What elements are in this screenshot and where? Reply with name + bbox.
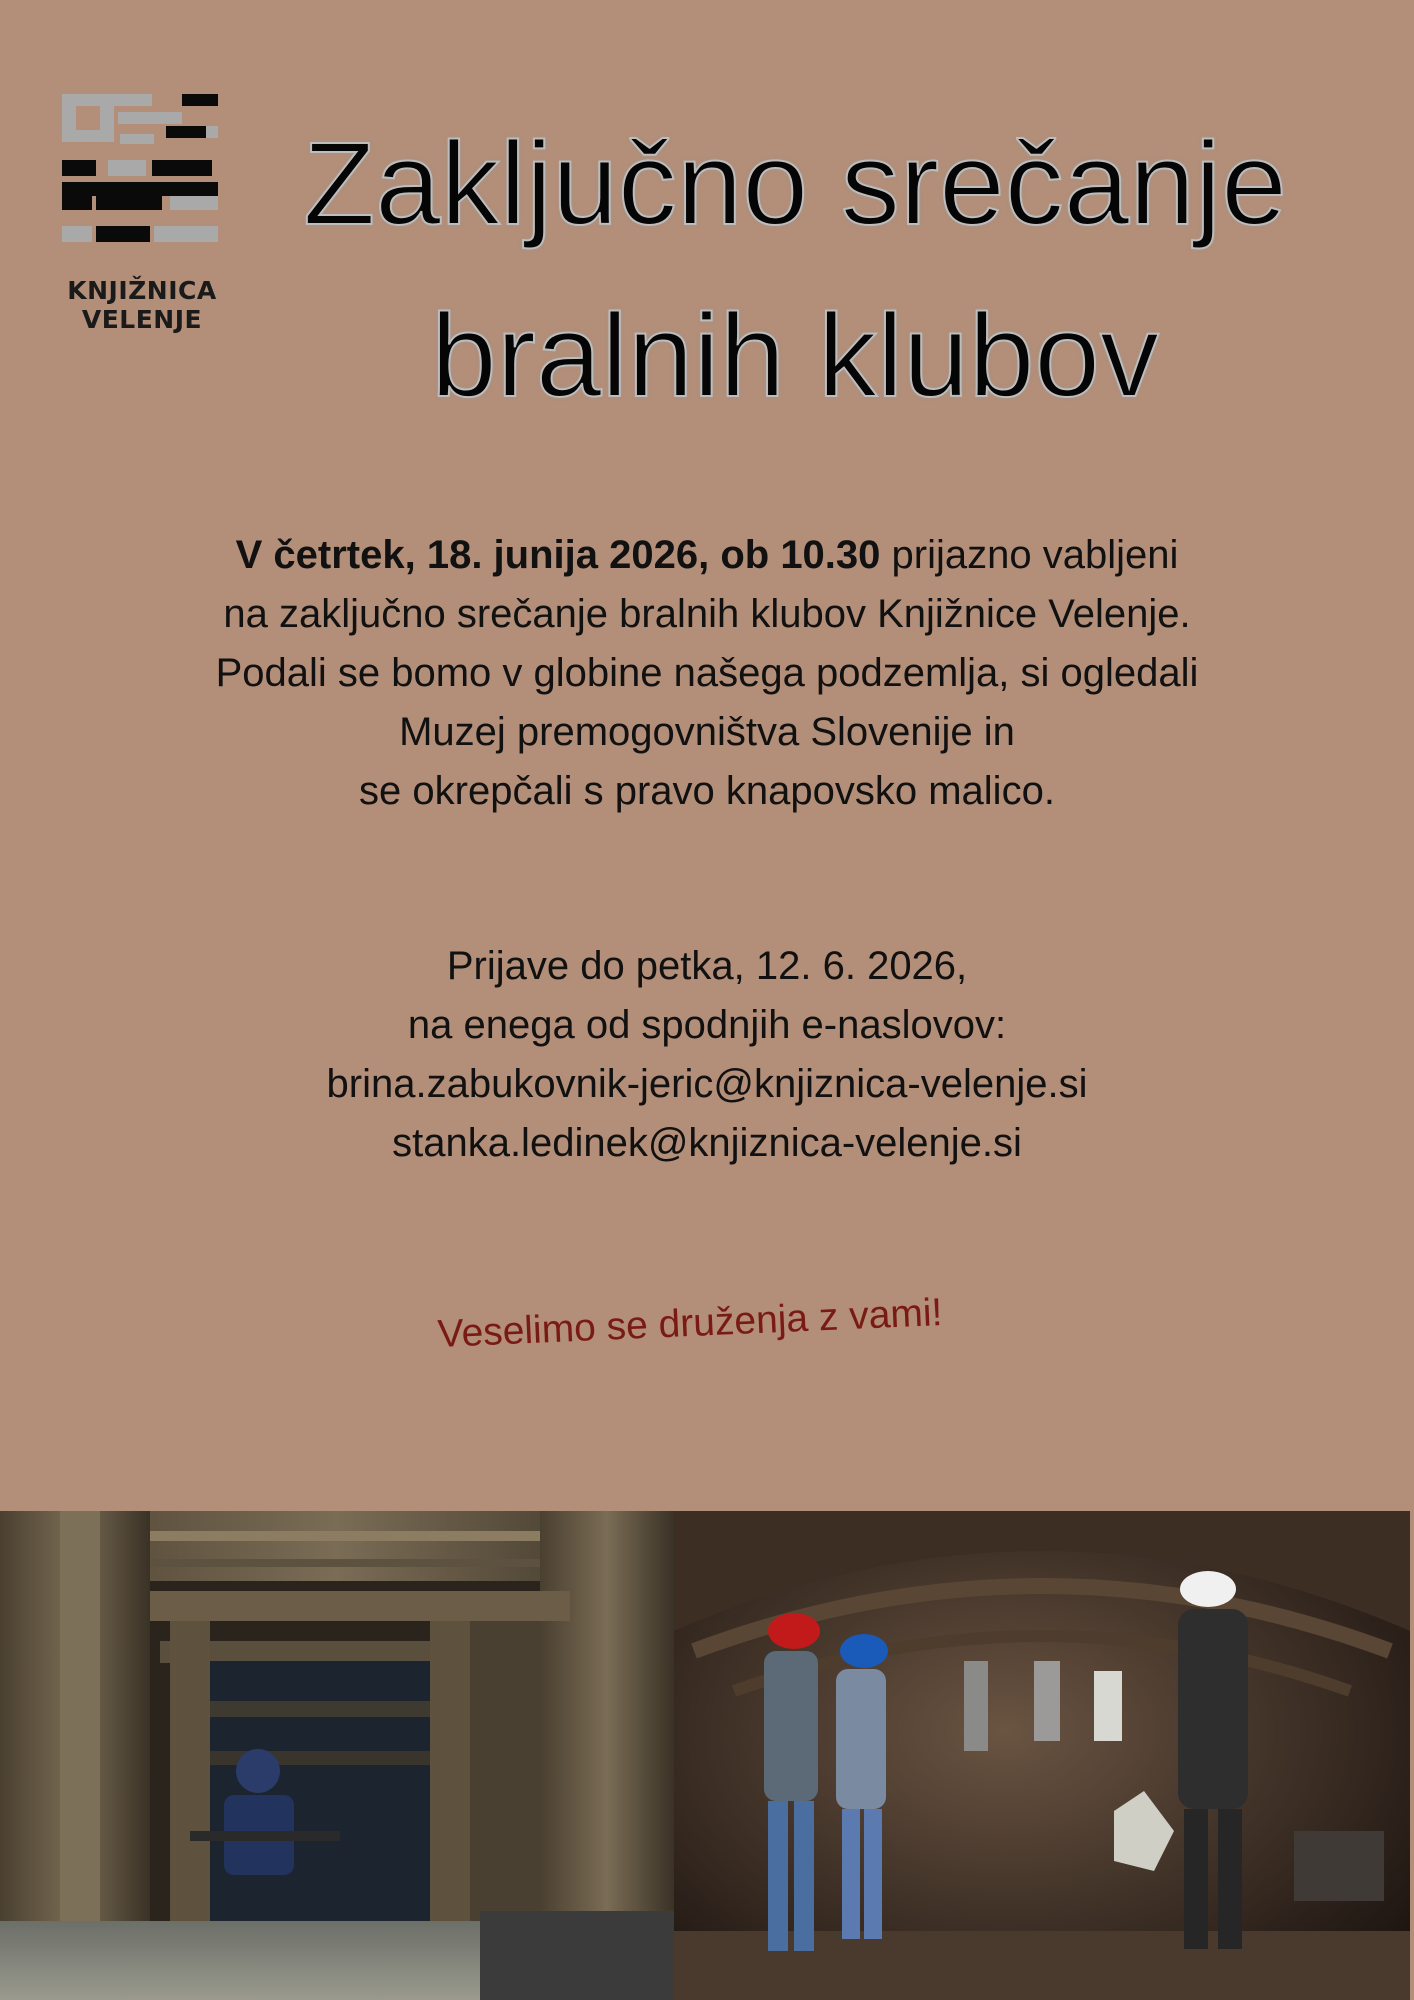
- title-line-1: Zaključno srečanje: [303, 118, 1287, 250]
- library-logo-text: [62, 276, 222, 334]
- intro-line-4: Muzej premogovništva Slovenije in: [399, 710, 1015, 754]
- logo-line-2: VELENJE: [81, 305, 203, 334]
- intro-line-1-rest: prijazno vabljeni: [880, 533, 1179, 577]
- invitation-text: [100, 526, 1314, 821]
- event-date-time: V četrtek, 18. junija 2026, ob 10.30: [235, 533, 881, 577]
- email-link-1[interactable]: brina.zabukovnik-jeric@knjiznica-velenje.si: [326, 1062, 1088, 1106]
- photo-strip: [0, 1511, 1410, 2000]
- closing-message: Veselimo se druženja z vami!: [436, 1291, 944, 1356]
- email-link-2[interactable]: stanka.ledinek@knjiznica-velenje.si: [392, 1121, 1022, 1165]
- poster-title: [240, 98, 1350, 442]
- logo-line-1: KNJIŽNICA: [67, 276, 217, 305]
- library-logo: [62, 94, 222, 334]
- registration-info: [100, 937, 1314, 1173]
- intro-line-2: na zaključno srečanje bralnih klubov Knjižnice Velenje.: [223, 592, 1191, 636]
- title-line-2: bralnih klubov: [430, 290, 1160, 422]
- intro-line-1: [100, 526, 1314, 585]
- intro-line-3: Podali se bomo v globine našega podzemlja, si ogledali: [215, 651, 1199, 695]
- signup-instruction: na enega od spodnjih e-naslovov:: [407, 1003, 1007, 1047]
- intro-line-5: se okrepčali s pravo knapovsko malico.: [359, 769, 1055, 813]
- mine-visitors-photo: [674, 1511, 1410, 2000]
- signup-deadline: Prijave do petka, 12. 6. 2026,: [446, 944, 968, 988]
- mine-tunnel-photo: [0, 1511, 674, 2000]
- library-logo-icon: [62, 94, 220, 248]
